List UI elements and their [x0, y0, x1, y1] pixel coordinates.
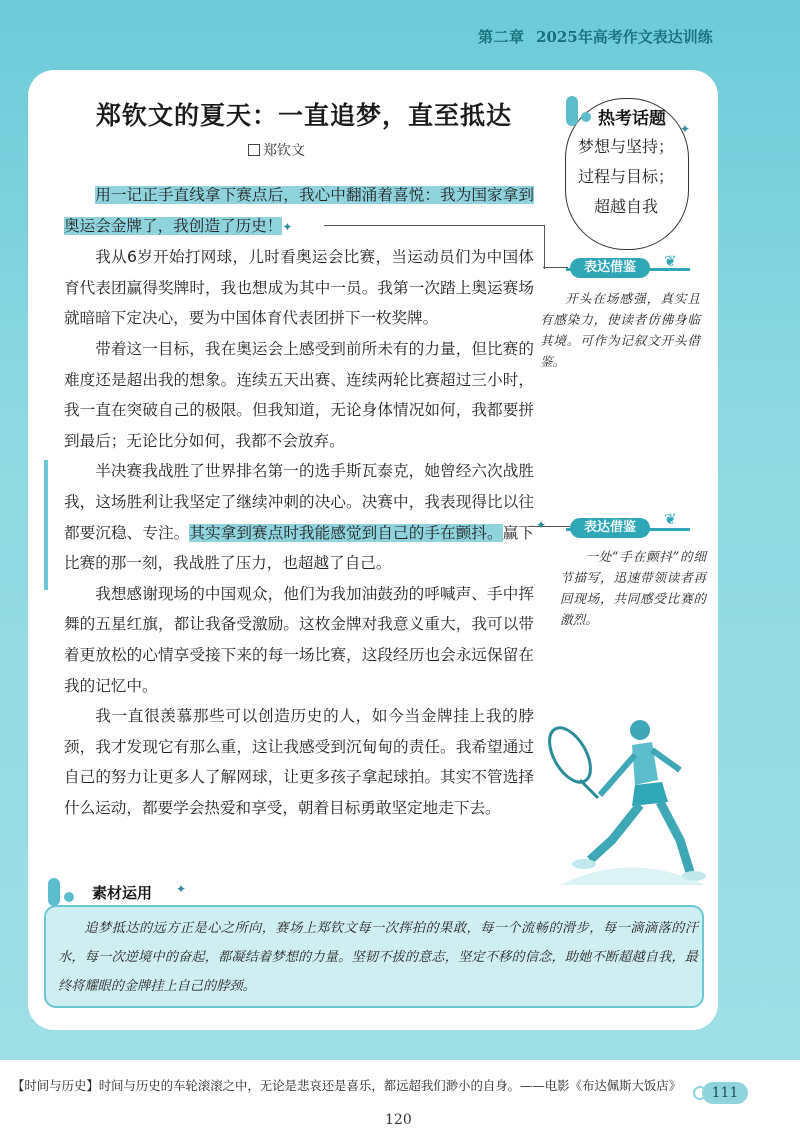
- paragraph: [64, 579, 534, 701]
- page-number: 120: [385, 1112, 412, 1128]
- para-text: 我一直很羡慕那些可以创造历史的人，如今当金牌挂上我的脖颈，我才发现它有那么重，这让我感受到沉甸甸的责任。我希望通过自己的努力让更多人了解网球，让更多孩子拿起球拍。其实不管选择什么运动，都要学会热爱和享受，朝着目标勇敢坚定地走下去。: [64, 707, 534, 817]
- star-icon: ✦: [536, 518, 547, 532]
- note-tag: 表达借鉴: [570, 518, 650, 538]
- hot-topics-list: [574, 132, 678, 222]
- chapter-label: 第二章: [478, 28, 525, 46]
- star-icon: ✦: [282, 219, 293, 234]
- para-text: 赢下比赛的那一刻，我战胜了压力，也超越了自己。: [64, 523, 534, 573]
- article-title: 郑钦文的夏天：一直追梦，直至抵达: [96, 101, 513, 130]
- expression-note: [560, 546, 706, 630]
- hot-topics-title: 热考话题: [598, 109, 666, 129]
- callout-connector: [528, 526, 570, 527]
- material-paragraph: 追梦抵达的远方正是心之所向，赛场上郑钦文每一次挥拍的果敢，每一个流畅的滑步，每一滴滴落的汗水，每一次逆境中的奋起，都凝结着梦想的力量。坚韧不拔的意志，坚定不移的信念，助她不断超越自我，最终将耀眼的金牌挂上自己的脖颈。: [58, 921, 698, 994]
- pill-decoration: [566, 96, 578, 126]
- star-icon: ✦: [680, 122, 691, 136]
- note-tag: 表达借鉴: [570, 258, 650, 278]
- highlight-text: 其实拿到赛点时我能感觉到自己的手在颤抖。: [189, 523, 503, 542]
- paragraph: [64, 701, 534, 823]
- callout-connector: [324, 225, 545, 269]
- chapter-title: 2025年高考作文表达训练: [536, 28, 713, 46]
- dot-decoration: [64, 892, 74, 902]
- material-label: 素材运用: [92, 884, 153, 902]
- left-accent-bar: [44, 460, 48, 590]
- author-box-icon: [248, 144, 260, 156]
- para-text: 半决赛我战胜了世界排名第一的选手斯瓦泰克，她曾经六次战胜我，这场胜利让我坚定了继续冲刺的决心。决赛中，我表现得比以往都要沉稳、专注。: [64, 462, 534, 542]
- dot-decoration: [581, 112, 591, 122]
- callout-connector: [543, 267, 568, 268]
- plant-icon: ❦: [664, 510, 677, 528]
- expression-note: [540, 288, 700, 372]
- highlight-text: 用一记正手直线拿下赛点后，我心中翻涌着喜悦：我为国家拿到奥运会金牌了，我创造了历史！: [64, 186, 534, 235]
- footer-quote: 【时间与历史】时间与历史的车轮滚滚之中，无论是悲哀还是喜乐，都远超我们渺小的自身。——电影《布达佩斯大饭店》: [12, 1078, 682, 1093]
- plant-icon: ❦: [664, 252, 677, 270]
- para-text: 我想感谢现场的中国观众，他们为我加油鼓劲的呼喊声、手中挥舞的五星红旗，都让我备受激励。这枚金牌对我意义重大，我可以带着更放松的心情享受接下来的每一场比赛，这段经历也会永远保留在我的记忆中。: [64, 584, 534, 695]
- author-name: 郑钦文: [263, 143, 305, 159]
- note-text: 开头在场感强，真实且有感染力，使读者仿佛身临其境。可作为记叙文开头借鉴。: [540, 291, 700, 369]
- hot-topic-item: 超越自我: [593, 197, 658, 216]
- page-badge: 111: [702, 1082, 748, 1104]
- paragraph: [64, 334, 534, 456]
- pill-decoration: [48, 878, 60, 906]
- hot-topic-item: 过程与目标；: [577, 167, 674, 186]
- article-author: [248, 140, 305, 160]
- paragraph: [64, 456, 534, 578]
- material-text: [58, 914, 698, 1001]
- para-text: 我从6岁开始打网球，儿时看奥运会比赛，当运动员们为中国体育代表团赢得奖牌时，我也想成为其中一员。我第一次踏上奥运赛场就暗暗下定决心，要为中国体育代表团拼下一枚奖牌。: [64, 248, 534, 328]
- note-text: 一处“手在颤抖”的细节描写，迅速带领读者再回现场，共同感受比赛的激烈。: [560, 549, 706, 627]
- star-icon: ✦: [176, 882, 187, 896]
- tennis-player-illustration: [540, 700, 710, 890]
- para-text: 带着这一目标，我在奥运会上感受到前所未有的力量，但比赛的难度还是超出我的想象。连续五天出赛、连续两轮比赛超过三小时，我一直在突破自己的极限。但我知道，无论身体情况如何，我都要拼到最后；无论比分如何，我都不会放弃。: [64, 339, 534, 450]
- hot-topic-item: 梦想与坚持；: [577, 137, 674, 156]
- article-body: [64, 180, 534, 823]
